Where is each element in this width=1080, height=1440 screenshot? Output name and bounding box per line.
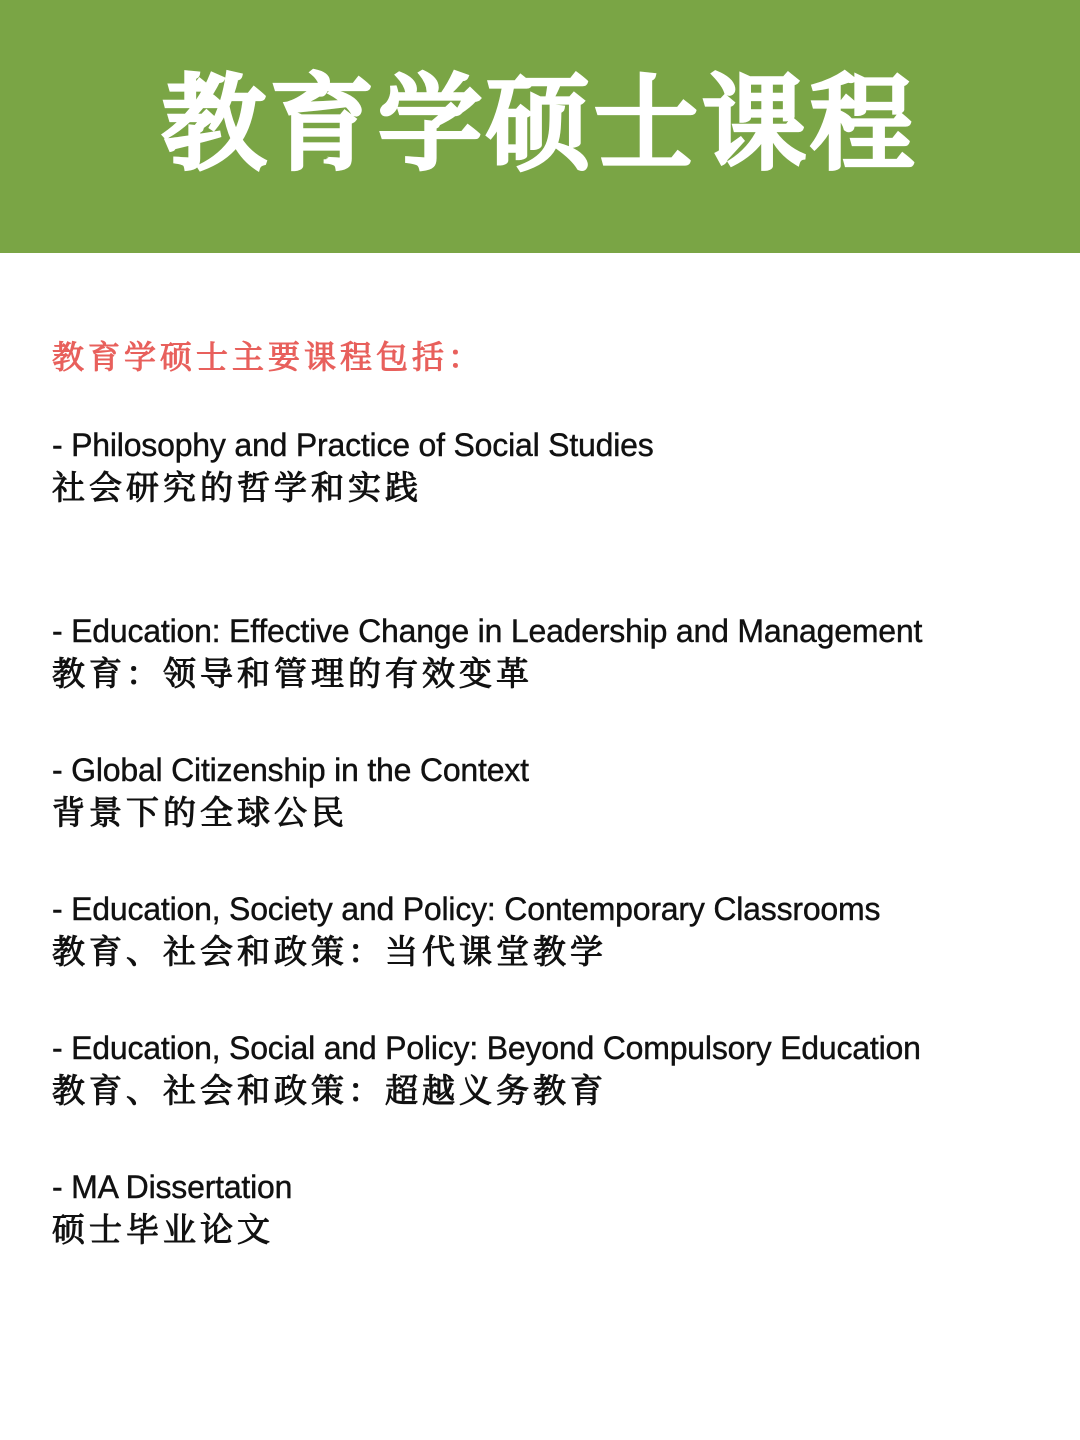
course-name-english: - Education, Social and Policy: Beyond Compulsory Education bbox=[52, 1030, 921, 1066]
course-item bbox=[52, 1028, 1052, 1114]
course-name-chinese: 教育、社会和政策：当代课堂教学 bbox=[52, 932, 607, 971]
course-name-chinese: 背景下的全球公民 bbox=[52, 793, 348, 832]
course-item bbox=[52, 750, 1052, 836]
intro-heading: 教育学硕士主要课程包括： bbox=[52, 338, 485, 376]
course-item bbox=[52, 425, 1052, 511]
course-name-english: - Philosophy and Practice of Social Studies bbox=[52, 427, 654, 463]
course-item bbox=[52, 889, 1052, 975]
course-name-english: - Education, Society and Policy: Contemporary Classrooms bbox=[52, 891, 881, 927]
course-name-chinese: 硕士毕业论文 bbox=[52, 1210, 274, 1249]
course-name-chinese: 社会研究的哲学和实践 bbox=[52, 468, 422, 507]
title-banner bbox=[0, 0, 1080, 253]
course-name-english: - Global Citizenship in the Context bbox=[52, 752, 529, 788]
course-name-english: - Education: Effective Change in Leadership and Management bbox=[52, 613, 923, 649]
course-name-chinese: 教育、社会和政策：超越义务教育 bbox=[52, 1071, 607, 1110]
course-item bbox=[52, 1167, 1052, 1253]
page-title: 教育学硕士课程 bbox=[161, 62, 918, 185]
course-name-english: - MA Dissertation bbox=[52, 1169, 293, 1205]
course-item bbox=[52, 611, 1052, 697]
course-name-chinese: 教育：领导和管理的有效变革 bbox=[52, 654, 533, 693]
